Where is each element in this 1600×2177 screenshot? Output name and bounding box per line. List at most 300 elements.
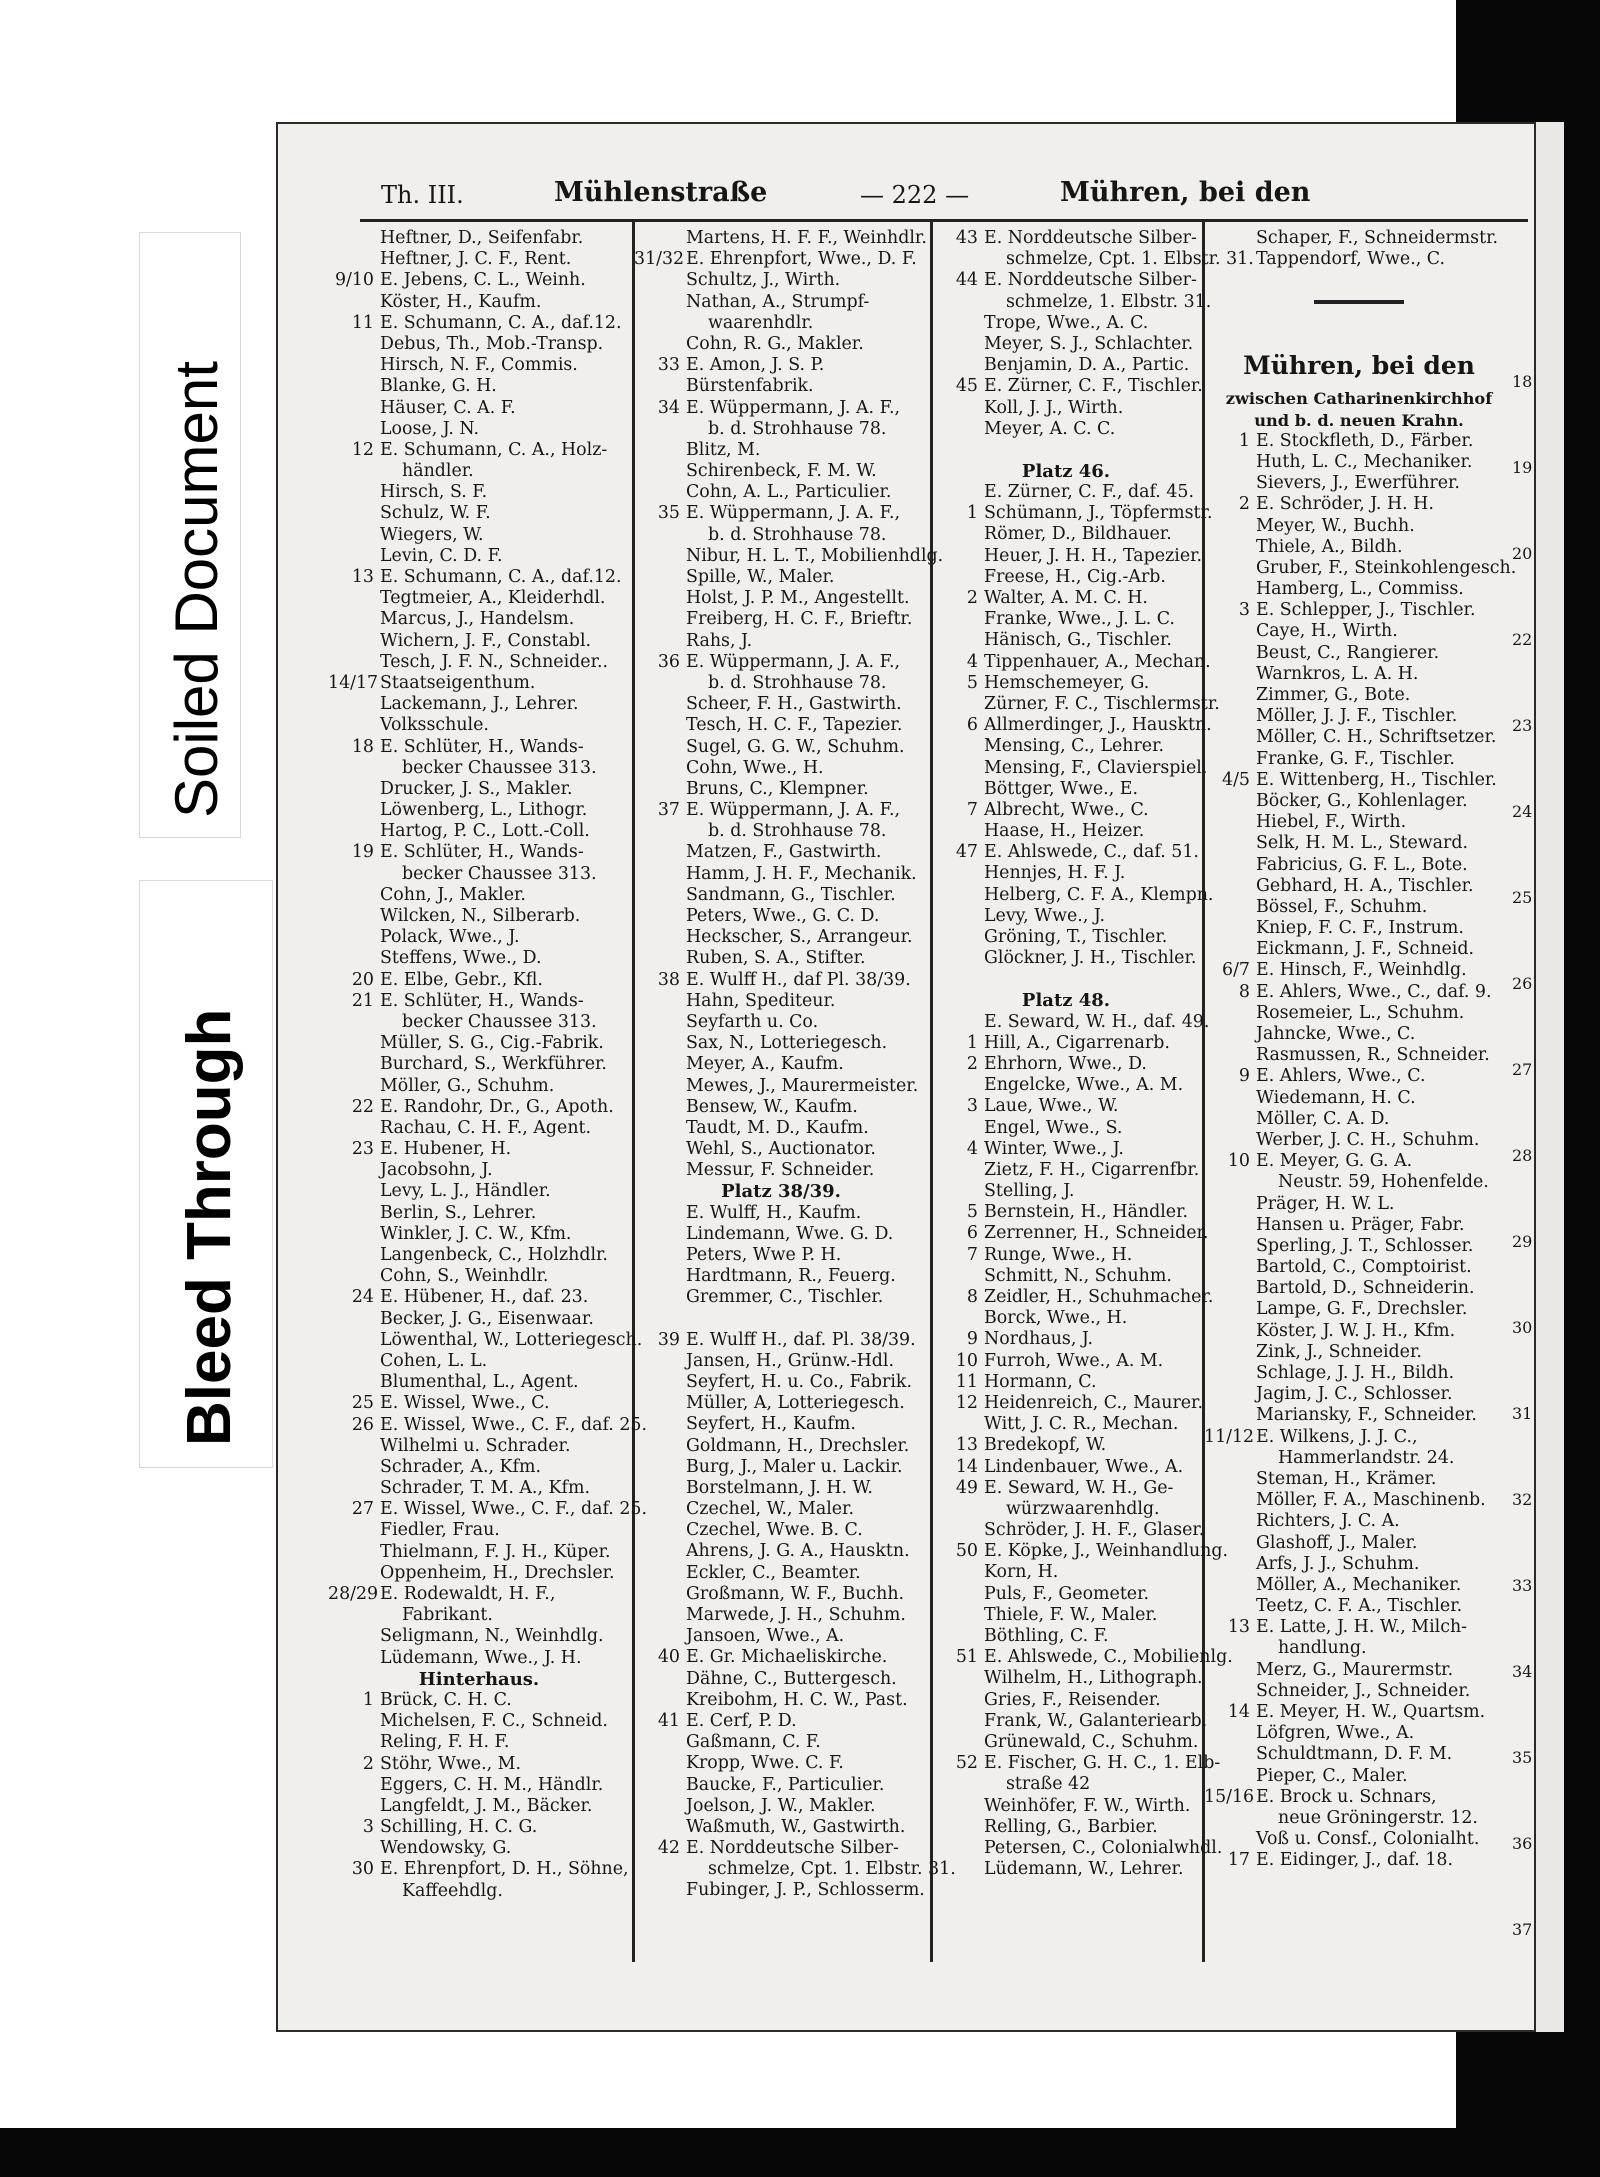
directory-entry [634,1478,928,1499]
directory-entry [932,906,1200,927]
directory-entry [328,546,630,567]
house-number: 3 [966,1096,978,1117]
entry-text: Fiedler, Frau. [380,1520,500,1541]
entry-text: becker Chaussee 313. [402,863,597,884]
entry-text: Rachau, C. H. F., Agent. [380,1117,592,1138]
directory-entry [634,398,928,419]
directory-entry [328,525,630,546]
directory-entry [328,737,630,758]
directory-entry [634,1647,928,1668]
entry-text: Möller, F. A., Maschinenb. [1256,1490,1486,1511]
entry-text: Möller, G., Schuhm. [380,1075,555,1096]
house-number: 13 [1227,1617,1250,1638]
directory-entry [328,609,630,630]
entry-text: Schilling, H. C. G. [380,1817,538,1838]
entry-text: Möller, A., Mechaniker. [1256,1574,1462,1595]
directory-entry [328,1012,630,1033]
entry-text: Bredekopf, W. [984,1435,1107,1456]
entry-text: E. Schumann, C. A., Holz- [380,439,608,460]
house-number: 9/10 [334,270,374,291]
entry-text: Messur, F. Schneider. [686,1160,875,1181]
edge-number: 33 [1512,1576,1533,1595]
directory-entry [1204,1088,1514,1109]
house-number: 9 [1238,1066,1250,1087]
soiled-document-text: Soiled Document [163,361,230,818]
entry-text: Merz, G., Maurermstr. [1256,1659,1454,1680]
directory-entry [328,1224,630,1245]
house-number: 7 [966,1244,978,1265]
directory-entry [1204,1660,1514,1681]
directory-entry [1204,1151,1514,1172]
entry-text: Ahrens, J. G. A., Hausktn. [686,1541,910,1562]
entry-text: Benjamin, D. A., Partic. [984,355,1190,376]
entry-text: becker Chaussee 313. [402,1011,597,1032]
house-number: 39 [657,1329,680,1350]
entry-text: Cohn, S., Weinhdlr. [380,1266,549,1287]
entry-text: Präger, H. W. L. [1256,1193,1395,1214]
entry-text: Wilhelm, H., Lithograph. [984,1668,1203,1689]
directory-entry [1204,833,1514,854]
directory-entry [634,567,928,588]
directory-entry [932,588,1200,609]
house-number: 31/32 [634,249,685,270]
directory-entry [328,1881,630,1902]
directory-entry [328,228,630,249]
directory-entry [328,1796,630,1817]
entry-text: b. d. Strohhause 78. [708,418,887,439]
page-header [276,177,1536,217]
house-number: 20 [351,969,374,990]
entry-text: Blitz, M. [686,439,761,460]
directory-entry [932,884,1214,906]
directory-entry [634,1626,928,1647]
directory-entry [328,1859,630,1880]
directory-entry [932,524,1200,545]
directory-entry [634,313,928,334]
entry-text: Heftner, D., Seifenfabr. [380,228,584,248]
entry-text: Caye, H., Wirth. [1256,621,1398,642]
entry-text: Helberg, C. F. A., Klempn. [984,884,1214,905]
entry-text: Gebhard, H. A., Tischler. [1256,875,1474,896]
entry-text: E. Wissel, Wwe., C. F., daf. 25. [380,1414,647,1435]
directory-entry [932,1351,1200,1372]
house-number: 49 [955,1477,978,1498]
directory-entry [328,1139,630,1160]
directory-entry [634,1330,928,1351]
house-number: 14 [1227,1702,1250,1722]
directory-entry [328,1076,630,1097]
directory-entry [932,291,1212,313]
entry-text: Warnkros, L. A. H. [1256,663,1419,684]
entry-text: Kropp, Wwe. C. F. [686,1753,844,1774]
entry-text: Lampe, G. F., Drechsler. [1256,1299,1468,1320]
directory-entry [1204,1045,1514,1066]
directory-entry [1204,1236,1514,1257]
directory-entry [328,927,630,948]
edge-number: 19 [1512,458,1533,477]
entry-text: würzwaarenhdlg. [1006,1498,1160,1519]
directory-entry [1204,1617,1514,1638]
header-rule [360,219,1528,222]
directory-entry [328,440,630,461]
entry-text: Hennjes, H. F. J. [984,863,1126,884]
directory-entry [1204,1808,1514,1829]
house-number: 11 [955,1371,978,1392]
entry-text: Blumenthal, L., Agent. [380,1372,579,1393]
entry-text: Stöhr, Wwe., M. [380,1753,522,1774]
directory-entry [932,355,1200,376]
directory-entry [328,1838,630,1859]
directory-entry [634,1287,928,1308]
directory-entry [1204,727,1514,748]
house-number: 1 [362,1689,374,1710]
entry-text: E. Wulff H., daf. Pl. 38/39. [686,1329,916,1350]
entry-text: Borstelmann, J. H. W. [686,1477,873,1498]
directory-entry [634,1711,928,1732]
entry-text: Lüdemann, W., Lehrer. [984,1859,1184,1880]
directory-entry [328,376,630,397]
directory-entry [932,1478,1200,1499]
directory-entry [1204,452,1514,473]
page-number: — 222 — [860,181,970,209]
entry-text: Burg, J., Maler u. Lackir. [686,1456,903,1477]
entry-text: E. Ahlers, Wwe., C. [1256,1066,1426,1087]
house-number: 3 [362,1817,374,1838]
directory-entry [634,1838,928,1859]
directory-entry [1204,1638,1514,1659]
house-number: 28/29 [328,1584,379,1604]
entry-text: schmelze, Cpt. 1. Elbstr. 31. [708,1859,956,1880]
directory-entry [932,1372,1200,1393]
sub-heading: Platz 46. [1021,460,1111,482]
entry-text: Gröning, T., Tischler. [984,927,1168,947]
entry-text: Mensing, C., Lehrer. [984,736,1165,757]
directory-entry [634,334,928,355]
directory-entry [932,1139,1200,1160]
entry-text: Bartold, C., Comptoirist. [1256,1257,1472,1278]
entry-text: E. Hübener, H., daf. 23. [380,1287,589,1308]
sub-heading: Platz 38/39. [721,1181,841,1203]
directory-entry [932,376,1203,397]
entry-text: handlung. [1278,1638,1367,1659]
directory-entry [634,927,928,948]
house-number: 47 [955,842,978,863]
house-number: 15/16 [1204,1786,1255,1807]
house-number: 13 [955,1435,978,1456]
directory-entry [932,398,1200,419]
entry-text: Schuldtmann, D. F. M. [1256,1744,1453,1765]
house-number: 1 [966,503,978,524]
entry-text: Tegtmeier, A., Kleiderhdl. [380,588,606,609]
directory-entry [328,270,630,291]
house-number: 50 [955,1541,978,1562]
directory-entry [932,1202,1200,1223]
soiled-document-label [139,232,241,838]
directory-entry [634,631,928,652]
entry-text: Langenbeck, C., Holzhdlr. [380,1245,608,1265]
directory-entry [1204,1363,1514,1384]
directory-entry [1204,1405,1514,1426]
entry-text: E. Randohr, Dr., G., Apoth. [380,1096,614,1117]
directory-entry [932,1796,1200,1817]
directory-entry [634,1563,928,1584]
directory-entry [634,864,928,885]
directory-entry [634,249,928,270]
directory-entry [932,1223,1209,1244]
directory-entry [932,779,1200,800]
entry-text: Zimmer, G., Bote. [1256,685,1411,705]
house-number: 17 [1227,1850,1250,1871]
directory-entry [634,737,928,758]
directory-entry [1204,600,1514,621]
directory-entry [634,609,928,630]
entry-text: E. Gr. Michaeliskirche. [686,1647,888,1668]
entry-text: Wiedemann, H. C. [1256,1087,1416,1108]
directory-entry [932,1435,1200,1456]
entry-text: Heidenreich, C., Maurer. [984,1392,1203,1413]
house-number: 5 [966,672,978,693]
directory-entry [328,1372,630,1393]
entry-text: Schirenbeck, F. M. W. [686,461,877,482]
directory-entry [328,588,630,609]
directory-entry [634,1457,928,1478]
directory-entry [328,1033,630,1054]
entry-text: Nibur, H. L. T., Mobilienhdlg. [686,545,944,566]
directory-entry [1204,1766,1514,1787]
directory-entry [328,885,630,906]
directory-entry [1204,1024,1514,1045]
section-label: Th. III. [381,181,464,209]
entry-text: Runge, Wwe., H. [984,1244,1133,1265]
directory-entry [932,567,1200,588]
house-number: 22 [351,1096,374,1117]
entry-text: Berlin, S., Lehrer. [380,1202,537,1223]
directory-entry [1204,579,1514,600]
directory-entry [328,991,630,1012]
entry-text: Hänisch, G., Tischler. [984,630,1172,651]
entry-text: Marcus, J., Handelsm. [380,609,575,630]
entry-text: Wilcken, N., Silberarb. [380,906,581,926]
directory-entry [1204,812,1514,833]
entry-text: Glashoff, J., Maler. [1256,1532,1418,1553]
entry-text: Hahn, Spediteur. [686,990,836,1011]
directory-entry [932,1774,1200,1795]
house-number: 8 [1238,981,1250,1002]
directory-entry [634,1224,928,1245]
entry-text: Mensing, F., Clavierspiel. [984,757,1208,778]
entry-text: Holst, J. P. M., Angestellt. [686,588,910,609]
entry-text: Levy, Wwe., J. [984,905,1106,926]
entry-text: Waßmuth, W., Gastwirth. [686,1816,906,1837]
entry-text: Scheer, F. H., Gastwirth. [686,694,902,715]
entry-text: Böthling, C. F. [984,1626,1109,1646]
entry-text: Cohen, L. L. [380,1350,488,1371]
entry-text: Zürner, F. C., Tischlermstr. [984,693,1220,714]
directory-entry [932,1499,1200,1520]
entry-text: Oppenheim, H., Drechsler. [380,1562,615,1583]
directory-entry [932,715,1212,736]
directory-entry [634,503,928,524]
directory-entry [1204,1448,1514,1469]
entry-text: Seyfert, H. u. Co., Fabrik. [686,1371,912,1392]
entry-text: becker Chaussee 313. [402,757,597,778]
entry-text: Wehl, S., Auctionator. [686,1139,876,1160]
entry-text: E. Eidinger, J., daf. 18. [1256,1850,1454,1871]
directory-entry [328,1775,630,1796]
directory-entry [932,1584,1200,1605]
entry-text: Ruben, S. A., Stifter. [686,948,866,969]
entry-text: Brück, C. H. C. [380,1689,512,1710]
directory-entry [1204,1723,1514,1744]
entry-text: neue Gröningerstr. 12. [1278,1807,1478,1828]
directory-entry [1204,982,1514,1003]
entry-text: E. Norddeutsche Silber- [686,1838,899,1859]
house-number: 11/12 [1204,1426,1255,1447]
directory-entry [634,1414,928,1435]
entry-text: Möller, J. J. F., Tischler. [1256,706,1458,727]
entry-text: Steman, H., Krämer. [1256,1468,1437,1489]
edge-number: 29 [1512,1232,1533,1251]
directory-entry [328,1584,630,1605]
directory-entry [634,1245,928,1266]
entry-text: E. Stockfleth, D., Färber. [1256,430,1474,451]
directory-entry [634,1118,928,1139]
entry-text: Schultz, J., Wirth. [686,270,841,291]
directory-entry [932,1457,1200,1478]
entry-text: Meyer, W., Buchh. [1256,515,1415,536]
entry-text: Gruber, F., Steinkohlengesch. [1256,557,1517,578]
entry-text: Sievers, J., Ewerführer. [1256,473,1460,494]
entry-text: Gremmer, C., Tischler. [686,1287,884,1308]
directory-entry [1204,1257,1514,1278]
entry-text: Levy, L. J., Händler. [380,1181,551,1202]
edge-number: 37 [1512,1920,1533,1939]
directory-entry [634,821,928,842]
directory-entry [328,1203,630,1224]
entry-text: Hemschemeyer, G. [984,672,1150,693]
directory-entry [1204,1554,1514,1575]
directory-entry [328,652,630,673]
directory-entry [328,842,630,863]
directory-entry [1204,897,1514,918]
directory-entry [932,736,1200,757]
directory-entry [1204,939,1514,960]
entry-text: E. Ahlswede, C., daf. 51. [984,842,1199,863]
entry-text: Becker, J. G., Eisenwaar. [380,1308,594,1329]
entry-text: Bernstein, H., Händler. [984,1202,1189,1223]
edge-number: 35 [1512,1748,1533,1767]
entry-text: Allmerdinger, J., Hausktn. [984,715,1212,736]
directory-entry [328,631,630,652]
house-number: 42 [657,1838,680,1859]
directory-entry [932,1710,1208,1732]
directory-entry [328,567,630,588]
house-number: 24 [351,1287,374,1308]
directory-entry [932,228,1200,249]
entry-text: Schröder, J. H. F., Glaser. [984,1520,1205,1541]
street-heading: Mühlenstraße [554,177,768,208]
directory-entry [634,1203,928,1224]
house-number: 6 [966,1223,978,1244]
directory-entry [634,1817,928,1838]
directory-entry [1204,1787,1514,1808]
directory-entry [932,800,1200,821]
directory-entry [634,461,928,482]
entry-text: Haase, H., Heizer. [984,821,1145,842]
edge-number: 32 [1512,1490,1533,1509]
directory-entry [634,1054,928,1075]
entry-text: Zerrenner, H., Schneider. [984,1223,1209,1244]
entry-text: E. Ahlers, Wwe., C., daf. 9. [1256,981,1492,1002]
bleed-through-label [139,880,273,1468]
directory-entry [1204,1003,1514,1024]
entry-text: E. Cerf, P. D. [686,1710,797,1731]
entry-text: Blanke, G. H. [380,376,497,397]
entry-text: Gries, F., Reisender. [984,1689,1161,1710]
entry-text: Rosemeier, L., Schuhm. [1256,1002,1465,1023]
directory-entry [932,1245,1200,1266]
directory-entry [328,1711,630,1732]
house-number: 13 [351,567,374,587]
entry-text: Weinhöfer, F. W., Wirth. [984,1795,1191,1816]
directory-entry [328,1478,630,1499]
directory-entry [932,757,1208,779]
entry-text: E. Hinsch, F., Weinhdlg. [1256,960,1467,981]
directory-entry [634,1669,928,1690]
directory-entry [932,651,1211,673]
entry-text: E. Köpke, J., Weinhandlung. [984,1541,1229,1562]
house-number: 18 [351,736,374,757]
entry-text: Köster, H., Kaufm. [380,291,542,312]
entry-text: Meyer, S. J., Schlachter. [984,333,1194,354]
directory-entry [932,1096,1200,1117]
entry-text: Cohn, A. L., Particulier. [686,482,892,503]
entry-text: Hartog, P. C., Lott.-Coll. [380,821,590,842]
directory-entry [328,694,630,715]
entry-text: Schümann, J., Töpfermstr. [984,503,1213,524]
entry-text: Löwenthal, W., Lotteriegesch. [380,1329,643,1350]
directory-entry [328,1393,630,1414]
house-number: 10 [1227,1151,1250,1172]
directory-entry [634,376,928,397]
entry-text: Löwenberg, L., Lithogr. [380,800,588,821]
directory-entry [932,1837,1223,1859]
entry-text: Hormann, C. [984,1371,1097,1392]
house-number: 37 [657,800,680,821]
entry-text: Staatseigenthum. [380,672,536,693]
directory-entry [634,948,928,969]
entry-text: Bensew, W., Kaufm. [686,1096,858,1117]
directory-entry [328,1436,630,1457]
house-number: 51 [955,1647,978,1668]
directory-entry [328,292,630,313]
house-number: 4/5 [1222,769,1250,790]
entry-text: Richters, J. C. A. [1256,1511,1400,1532]
entry-text: Häuser, C. A. F. [380,397,516,418]
entry-text: Loose, J. N. [380,418,480,439]
entry-text: Müller, S. G., Cig.-Fabrik. [380,1033,604,1054]
entry-text: Thiele, F. W., Maler. [984,1604,1158,1625]
entry-text: Bartold, D., Schneiderin. [1256,1278,1475,1299]
entry-text: E. Wittenberg, H., Tischler. [1256,769,1497,790]
directory-entry [328,1287,630,1308]
section-subheading-1: zwischen Catharinenkirchhof [1225,389,1493,409]
directory-entry [932,419,1200,440]
entry-text: schmelze, 1. Elbstr. 31. [1006,291,1212,312]
entry-text: Peters, Wwe., G. C. D. [686,906,880,926]
directory-entry [634,1372,928,1393]
directory-entry [932,1181,1200,1202]
